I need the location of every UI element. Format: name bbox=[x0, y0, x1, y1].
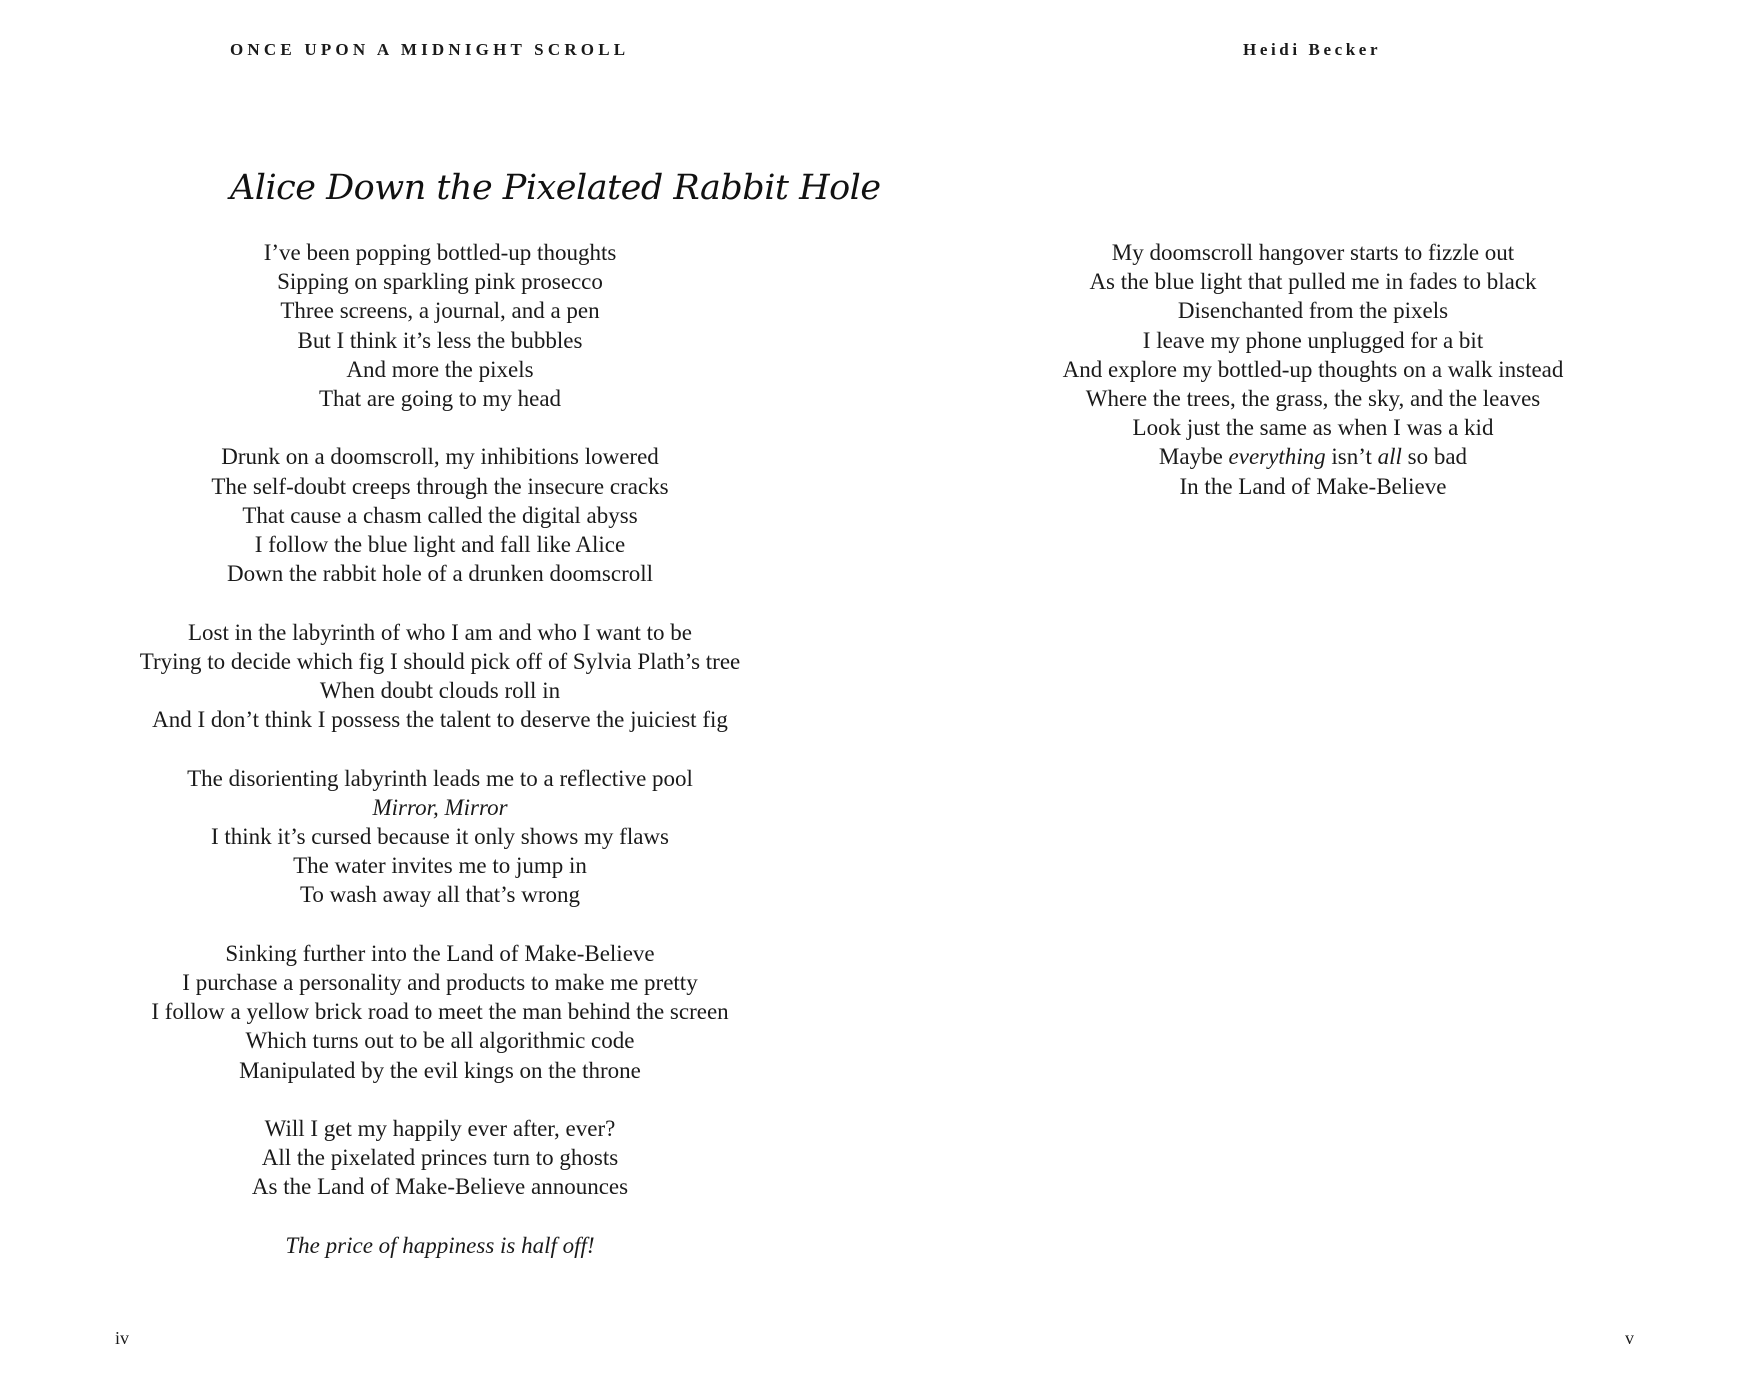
page-number-right: v bbox=[1625, 1328, 1634, 1348]
poem-line: I purchase a personality and products to make me pretty bbox=[182, 970, 698, 996]
poem-line: Manipulated by the evil kings on the throne bbox=[239, 1057, 641, 1083]
poem-line: As the Land of Make-Believe announces bbox=[251, 1174, 629, 1200]
poem-body-left bbox=[60, 238, 820, 1289]
stanza-1 bbox=[60, 238, 820, 413]
poem-line: And more the pixels bbox=[346, 356, 534, 382]
poem-line: And explore my bottled-up thoughts on a walk instead bbox=[1062, 356, 1564, 382]
poem-line: I’ve been popping bottled-up thoughts bbox=[263, 240, 617, 265]
running-head-author: Heidi Becker bbox=[1243, 40, 1382, 59]
text-run: so bad bbox=[1401, 444, 1468, 470]
poem-line: Will I get my happily ever after, ever? bbox=[264, 1116, 616, 1142]
poem-line: I leave my phone unplugged for a bit bbox=[1142, 327, 1484, 353]
poem-line: But I think it’s less the bubbles bbox=[297, 327, 583, 353]
poem-line: That are going to my head bbox=[318, 386, 562, 412]
poem-line: Lost in the labyrinth of who I am and who I want to be bbox=[188, 619, 692, 645]
text-run: Maybe bbox=[1158, 444, 1229, 470]
poem-line: I follow a yellow brick road to meet the man behind the screen bbox=[151, 999, 729, 1025]
stanza-5 bbox=[60, 939, 820, 1085]
text-run-italic: all bbox=[1377, 444, 1402, 470]
poem-line: Look just the same as when I was a kid bbox=[1132, 415, 1494, 441]
poem-line: Which turns out to be all algorithmic code bbox=[245, 1028, 635, 1054]
poem-line: The self-doubt creeps through the insecure cracks bbox=[211, 473, 669, 499]
poem-line: Sipping on sparkling pink prosecco bbox=[277, 269, 603, 295]
poem-title: Alice Down the Pixelated Rabbit Hole bbox=[230, 168, 881, 208]
poem-body-right bbox=[873, 238, 1746, 530]
poem-line: My doomscroll hangover starts to fizzle out bbox=[1111, 240, 1515, 265]
poem-line: Disenchanted from the pixels bbox=[1177, 298, 1449, 324]
poem-line: As the blue light that pulled me in fades to black bbox=[1089, 269, 1537, 295]
poem-line: In the Land of Make-Believe bbox=[1179, 473, 1447, 499]
running-head-book-title: ONCE UPON A MIDNIGHT SCROLL bbox=[230, 40, 630, 59]
stanza-6 bbox=[60, 1114, 820, 1202]
stanza-3 bbox=[60, 618, 820, 735]
stanza-2 bbox=[60, 442, 820, 588]
poem-line-mixed bbox=[873, 442, 1746, 471]
text-run: isn’t bbox=[1325, 444, 1378, 470]
stanza-4 bbox=[60, 764, 820, 910]
poem-line: Three screens, a journal, and a pen bbox=[280, 298, 600, 324]
poem-line: I follow the blue light and fall like Alice bbox=[254, 532, 626, 558]
poem-line: Drunk on a doomscroll, my inhibitions lowered bbox=[221, 444, 659, 470]
right-page bbox=[873, 0, 1746, 1396]
poem-line: Sinking further into the Land of Make-Believe bbox=[225, 940, 655, 966]
poem-line: Down the rabbit hole of a drunken doomscroll bbox=[226, 561, 654, 587]
poem-line: Where the trees, the grass, the sky, and the leaves bbox=[1085, 386, 1541, 412]
poem-line: When doubt clouds roll in bbox=[319, 678, 561, 704]
text-run-italic: everything bbox=[1228, 444, 1326, 470]
poem-line: And I don’t think I possess the talent to deserve the juiciest fig bbox=[152, 707, 728, 733]
poem-line: That cause a chasm called the digital abyss bbox=[242, 502, 638, 528]
poem-line-italic: Mirror, Mirror bbox=[372, 794, 508, 820]
poem-line-italic: The price of happiness is half off! bbox=[285, 1232, 595, 1258]
page-number-left: iv bbox=[115, 1328, 130, 1348]
poem-line: All the pixelated princes turn to ghosts bbox=[261, 1145, 619, 1171]
poem-line: To wash away all that’s wrong bbox=[299, 882, 581, 908]
poem-line: The disorienting labyrinth leads me to a reflective pool bbox=[187, 765, 693, 791]
poem-line: Trying to decide which fig I should pick off of Sylvia Plath’s tree bbox=[139, 648, 741, 674]
stanza-8 bbox=[873, 238, 1746, 501]
stanza-7 bbox=[60, 1231, 820, 1260]
poem-line: I think it’s cursed because it only shows my flaws bbox=[210, 824, 669, 850]
poem-line: The water invites me to jump in bbox=[293, 853, 587, 879]
